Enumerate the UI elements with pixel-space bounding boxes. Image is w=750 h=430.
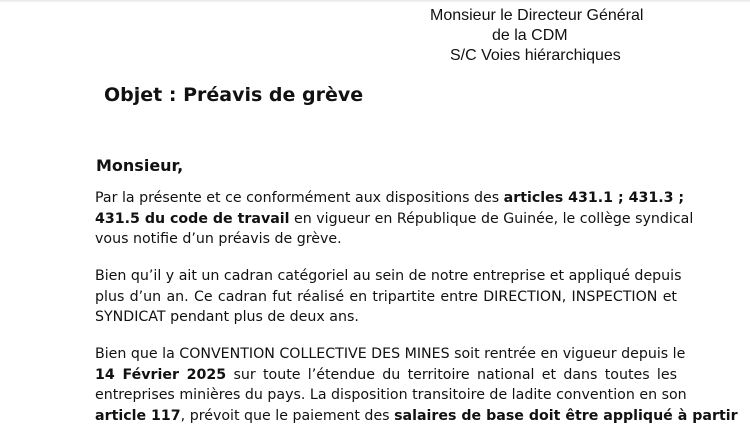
bold-run-date: 14 Février 2025 xyxy=(95,366,227,383)
bold-run-salaires: salaires de base doit être appliqué à partir xyxy=(394,407,738,424)
bold-run-articles: articles 431.1 ; 431.3 ; xyxy=(503,190,685,206)
paragraph-2 xyxy=(95,266,682,328)
text-run: en vigueur en République de Guinée, le collège syndical xyxy=(289,210,694,227)
addressee-block xyxy=(430,6,643,66)
subject-label: Objet xyxy=(104,84,163,106)
addressee-line-1: Monsieur le Directeur Général xyxy=(430,7,644,24)
paragraph-1 xyxy=(95,188,694,250)
paragraph-1-line-3: vous notifie d’un préavis de grève. xyxy=(95,231,342,247)
bold-run-article: article 117 xyxy=(95,407,181,424)
text-run: sur toute l’étendue du territoire national et dans toutes les xyxy=(226,366,677,383)
bold-run-code: 431.5 du code de travail xyxy=(95,210,290,227)
paragraph-2-line-2: plus d’un an. Ce cadran fut réalisé en tripartite entre DIRECTION, INSPECTION et xyxy=(95,288,677,305)
text-run: Par la présente et ce conformément aux dispositions des xyxy=(95,190,504,206)
subject-text: Préavis de grève xyxy=(183,84,364,106)
scan-edge xyxy=(0,0,750,3)
paragraph-2-line-1: Bien qu’il y ait un cadran catégoriel au sein de notre entreprise et appliqué depuis xyxy=(95,268,682,284)
paragraph-3-line-2 xyxy=(95,365,677,386)
salutation: Monsieur, xyxy=(96,156,184,175)
text-run: , prévoit que le paiement des xyxy=(180,407,395,424)
subject-line xyxy=(104,84,363,106)
paragraph-3-line-3: entreprises minières du pays. La disposition transitoire de ladite convention en son xyxy=(95,387,687,403)
paragraph-2-line-3: SYNDICAT pendant plus de deux ans. xyxy=(95,309,359,325)
paragraph-3 xyxy=(95,344,738,426)
paragraph-3-line-1: Bien que la CONVENTION COLLECTIVE DES MINES soit rentrée en vigueur depuis le xyxy=(95,346,686,362)
paragraph-1-line-2 xyxy=(95,209,694,230)
addressee-line-3: S/C Voies hiérarchiques xyxy=(450,47,621,64)
addressee-line-2: de la CDM xyxy=(492,27,568,44)
paragraph-1-line-1 xyxy=(95,188,685,209)
subject-separator: : xyxy=(162,84,184,106)
paragraph-3-line-4 xyxy=(95,406,738,427)
